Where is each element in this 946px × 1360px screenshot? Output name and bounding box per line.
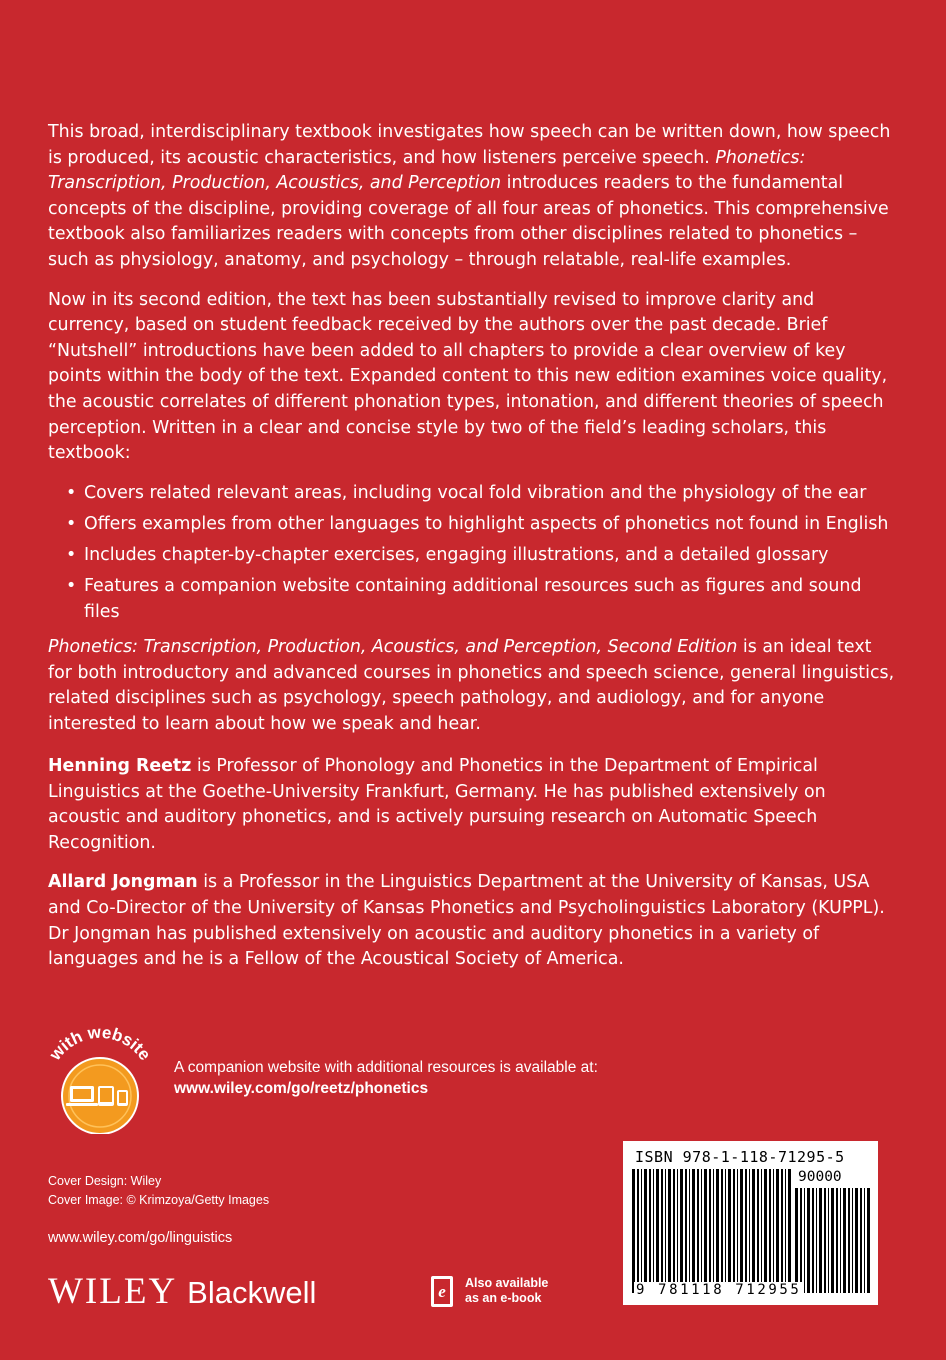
barcode-bar xyxy=(685,1169,687,1293)
barcode-bar xyxy=(653,1169,654,1293)
barcode-bar xyxy=(721,1169,723,1293)
barcode-bar xyxy=(737,1169,738,1293)
barcode-bar xyxy=(668,1169,671,1293)
barcode-bar xyxy=(867,1188,870,1293)
feature-item: • Offers examples from other languages to highlight aspects of phonetics not found in English xyxy=(66,512,900,538)
author-name: Henning Reetz xyxy=(48,756,192,776)
author-bio-text: is Professor of Phonology and Phonetics in the Department of Empirical Linguistics at the Goethe-University Frankfurt, Germany. He has published extensively on acoustic and auditory phonetics, and is actively pursuing research on Automatic Speech Recognition. xyxy=(48,756,826,853)
barcode-bar xyxy=(677,1169,678,1293)
barcode-bar xyxy=(689,1169,690,1293)
feature-item: • Features a companion website containing additional resources such as figures and sound files xyxy=(66,574,900,625)
companion-url-link[interactable]: www.wiley.com/go/reetz/phonetics xyxy=(174,1080,429,1097)
barcode-bar xyxy=(728,1169,731,1293)
barcode-bar xyxy=(816,1188,817,1293)
book-description xyxy=(48,120,900,752)
cover-credits xyxy=(48,1172,269,1210)
feature-item: • Includes chapter-by-chapter exercises, engaging illustrations, and a detailed glossary xyxy=(66,543,900,569)
barcode-bar xyxy=(641,1169,642,1293)
barcode-bar xyxy=(785,1169,786,1293)
barcode-bar xyxy=(725,1169,726,1293)
author-bio xyxy=(48,754,900,856)
barcode-bar xyxy=(752,1169,755,1293)
barcode-bar xyxy=(788,1169,791,1293)
barcode-bar xyxy=(661,1169,663,1293)
svg-text:e: e xyxy=(438,1282,446,1301)
cover-image-credit: Cover Image: © Krimzoya/Getty Images xyxy=(48,1193,270,1207)
barcode-bar xyxy=(776,1169,779,1293)
barcode-bar xyxy=(716,1169,719,1293)
barcode-bar xyxy=(864,1188,865,1293)
description-paragraph-1 xyxy=(48,120,900,274)
description-paragraph-2: Now in its second edition, the text has been substantially revised to improve clarity and currency, based on student feedback received by the authors over the past decade. Brief “Nutshell” introductions have been added to all chapters to provide a clear overview of key points within the body of the text. Expanded content to this new edition examines voice quality, the acoustic correlates of different phonation types, intonation, and different theories of speech perception. Written in a clear and concise style by two of the field’s leading scholars, this textbook: xyxy=(48,289,888,464)
book-title-italic: Phonetics: Transcription, Production, Acoustics, and Perception xyxy=(48,147,806,194)
barcode-bar xyxy=(843,1188,846,1293)
barcode-bar xyxy=(824,1188,826,1293)
barcode-addon-bars xyxy=(795,1188,871,1293)
barcode-bar xyxy=(637,1169,639,1293)
ebook-line: as an e-book xyxy=(465,1291,542,1305)
barcode-bar xyxy=(831,1188,834,1293)
barcode-bar xyxy=(828,1188,829,1293)
barcode-bar xyxy=(709,1169,711,1293)
description-text: introduces readers to the fundamental concepts of the discipline, providing coverage of all four areas of phonetics. This comprehensive textbook also familiarizes readers with concepts from other disciplines related to phonetics – such as physiology, anatomy, and psychology – through relatable, real-life examples. xyxy=(48,173,889,270)
description-text: This broad, interdisciplinary textbook investigates how speech can be written down, how speech is produced, its acoustic characteristics, and how listeners perceive speech. xyxy=(48,122,891,168)
book-title-italic: Phonetics: Transcription, Production, Acoustics, and Perception, Second Edition xyxy=(48,637,738,658)
barcode-bar xyxy=(800,1188,802,1293)
companion-website-note xyxy=(174,1057,598,1099)
author-bios xyxy=(48,754,900,987)
barcode-bar xyxy=(836,1188,838,1293)
barcode-bar xyxy=(761,1169,762,1293)
price-code: 90000 xyxy=(798,1169,842,1185)
barcode-bar xyxy=(757,1169,759,1293)
ean-number: 9 781118 712955 xyxy=(636,1282,802,1298)
barcode-bar xyxy=(764,1169,767,1293)
barcode-bar xyxy=(692,1169,695,1293)
feature-list xyxy=(48,481,900,625)
barcode-bar xyxy=(848,1188,850,1293)
barcode-bar xyxy=(704,1169,707,1293)
barcode-bar xyxy=(733,1169,735,1293)
ebook-icon xyxy=(430,1275,454,1308)
barcode-bar xyxy=(749,1169,750,1293)
cover-design-credit: Cover Design: Wiley xyxy=(48,1174,162,1188)
barcode-bar xyxy=(644,1169,647,1293)
barcode-bar xyxy=(795,1188,798,1293)
barcode-bar xyxy=(680,1169,683,1293)
linguistics-url-link[interactable]: www.wiley.com/go/linguistics xyxy=(48,1230,233,1246)
ebook-line: Also available xyxy=(465,1276,549,1290)
author-name: Allard Jongman xyxy=(48,872,198,893)
wiley-logo-text: WILEY xyxy=(48,1271,178,1312)
author-bio-text: is a Professor in the Linguistics Department at the University of Kansas, USA and Co-Director of the University of Kansas Phonetics and Psycholinguistics Laboratory (KUPPL). Dr Jongman has published extensively on acoustic and auditory phonetics in a variety of languages and he is a Fellow of the Acoustical Society of America. xyxy=(48,872,885,970)
barcode-bar xyxy=(819,1188,822,1293)
publisher-logo xyxy=(48,1270,316,1313)
barcode-bar xyxy=(773,1169,774,1293)
barcode-bar xyxy=(852,1188,853,1293)
barcode-bar xyxy=(713,1169,714,1293)
badge-label: with website xyxy=(45,1022,155,1064)
barcode-bar xyxy=(745,1169,747,1293)
isbn-label: ISBN 978-1-118-71295-5 xyxy=(635,1148,845,1166)
isbn-barcode xyxy=(623,1141,878,1305)
barcode-bar xyxy=(632,1169,635,1293)
barcode-bar xyxy=(860,1188,862,1293)
feature-item: • Covers related relevant areas, including vocal fold vibration and the physiology of the ear xyxy=(66,481,900,507)
barcode-bar xyxy=(812,1188,814,1293)
barcode-bar xyxy=(701,1169,702,1293)
with-website-badge-icon xyxy=(40,1018,160,1134)
barcode-bar xyxy=(840,1188,841,1293)
barcode-bars xyxy=(632,1169,792,1293)
ebook-text xyxy=(465,1276,595,1306)
barcode-bar xyxy=(855,1188,858,1293)
barcode-bar xyxy=(665,1169,666,1293)
author-bio xyxy=(48,870,900,972)
barcode-bar xyxy=(656,1169,659,1293)
barcode-bar xyxy=(697,1169,699,1293)
barcode-bar xyxy=(804,1188,805,1293)
description-text: is an ideal text for both introductory and advanced courses in phonetics and speech science, general linguistics, related disciplines such as psychology, speech pathology, and audiology, and for anyone interested to learn about how we speak and hear. xyxy=(48,637,895,734)
barcode-bar xyxy=(649,1169,651,1293)
barcode-bar xyxy=(781,1169,783,1293)
barcode-bar xyxy=(673,1169,675,1293)
barcode-bar xyxy=(807,1188,810,1293)
description-paragraph-3 xyxy=(48,635,900,737)
blackwell-logo-text: Blackwell xyxy=(187,1275,317,1310)
barcode-bar xyxy=(769,1169,771,1293)
barcode-bar xyxy=(740,1169,743,1293)
companion-text: A companion website with additional resources is available at: xyxy=(174,1059,598,1076)
